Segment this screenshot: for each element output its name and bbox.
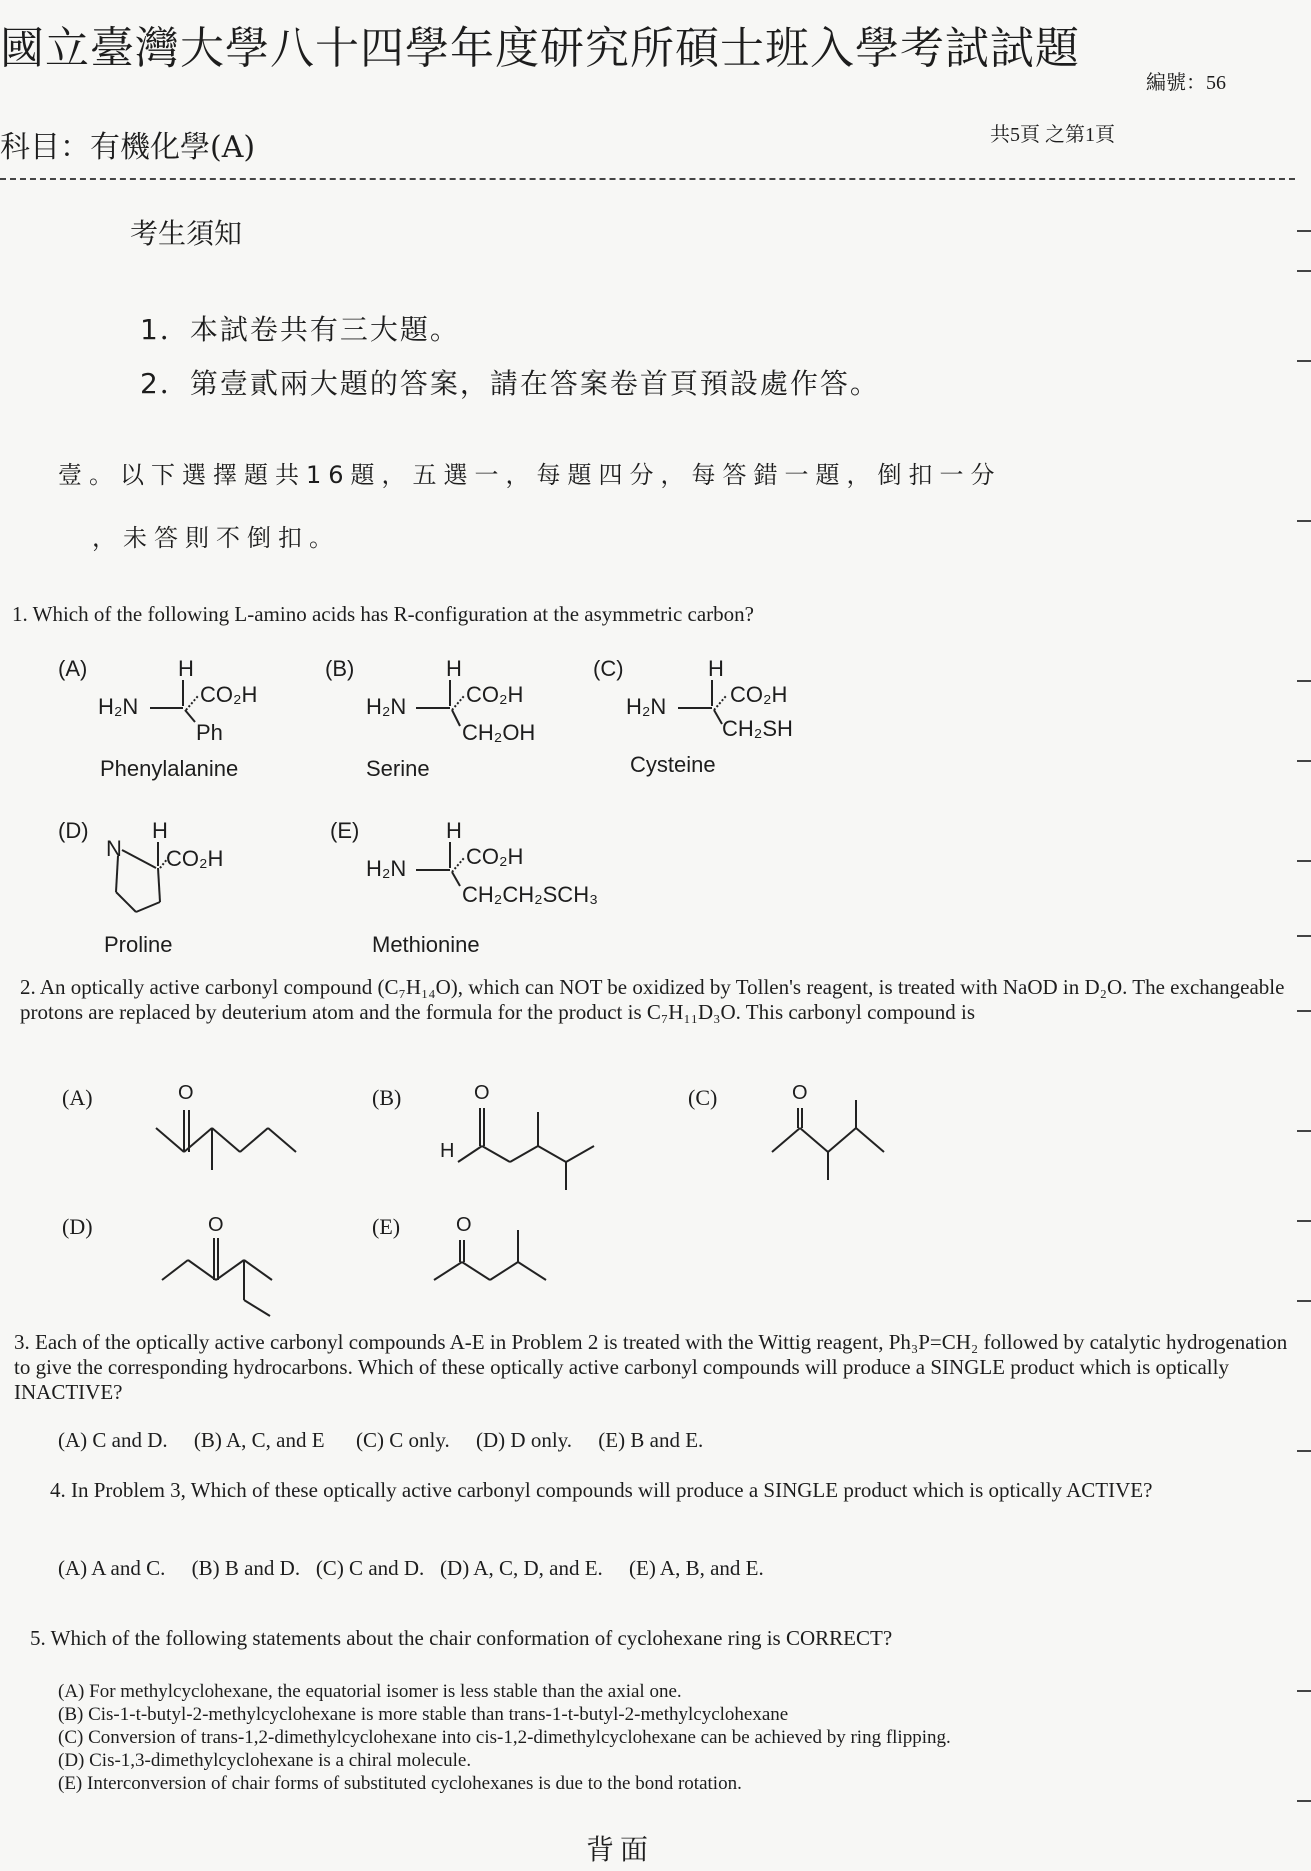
page-indicator: 共5頁 之第1頁 xyxy=(990,124,1115,146)
oxygen-atom: O xyxy=(456,1214,472,1236)
q1-c-left: H₂N xyxy=(626,694,667,719)
q1-d-top: H xyxy=(152,818,168,843)
q1-a-name: Phenylalanine xyxy=(100,756,239,781)
q1-a-top: H xyxy=(178,656,194,681)
section-instructions: 壹。以下選擇題共16題，五選一，每題四分，每答錯一題，倒扣一分 xyxy=(58,461,1002,489)
q1-a-right: CO₂H xyxy=(200,682,258,707)
q1-option-label: (A) xyxy=(58,656,88,681)
hydrogen-atom: H xyxy=(440,1140,455,1162)
q1-d-right: CO₂H xyxy=(166,846,224,871)
question-3-options: (A) C and D. (B) A, C, and E (C) C only. (D) D only. (E) B and E. xyxy=(58,1428,704,1452)
q5-option: (C) Conversion of trans-1,2-dimethylcyclohexane into cis-1,2-dimethylcyclohexane can be achieved by ring flipping. xyxy=(58,1727,951,1748)
q1-c-right: CO₂H xyxy=(730,682,788,707)
notice-item: 2．第壹貳兩大題的答案，請在答案卷首頁預設處作答。 xyxy=(140,367,880,400)
q2-option-label: (B) xyxy=(372,1085,402,1110)
q1-a-left: H₂N xyxy=(98,694,139,719)
q1-e-left: H₂N xyxy=(366,856,407,881)
question-1-text: 1. Which of the following L-amino acids has R-configuration at the asymmetric carbon? xyxy=(12,602,754,626)
section-instructions-cont: ，未答則不倒扣。 xyxy=(92,524,340,552)
q2-skeletal-structures xyxy=(0,1070,1000,1320)
question-5-text: 5. Which of the following statements about the chair conformation of cyclohexane ring is CORRECT? xyxy=(30,1626,893,1650)
question-5-options xyxy=(58,1680,1288,1795)
q1-option-label: (D) xyxy=(58,818,89,843)
oxygen-atom: O xyxy=(474,1082,490,1104)
q1-d-name: Proline xyxy=(104,932,173,957)
question-2-text: 2. An optically active carbonyl compound (C₇H₁₄O), which can NOT be oxidized by Tollen's reagent, is treated with NaOD in D₂O. The exchangeable protons are replaced by deuterium atom and the formula for the product is C₇H₁₁D₃O. This carbonyl compound is xyxy=(20,975,1285,1024)
q1-a-bottom: Ph xyxy=(196,720,223,745)
q1-b-right: CO₂H xyxy=(466,682,524,707)
q5-option: (B) Cis-1-t-butyl-2-methylcyclohexane is more stable than trans-1-t-butyl-2-methylcyclohexane xyxy=(58,1704,789,1725)
q1-structure-bonds xyxy=(0,640,900,970)
exam-title: 國立臺灣大學八十四學年度研究所碩士班入學考試試題 xyxy=(0,23,1080,74)
q1-c-bottom: CH₂SH xyxy=(722,716,793,741)
q1-b-top: H xyxy=(446,656,462,681)
q1-e-bottom: CH₂CH₂SCH₃ xyxy=(462,882,599,907)
question-4-options: (A) A and C. (B) B and D. (C) C and D. (D) A, C, D, and E. (E) A, B, and E. xyxy=(58,1556,764,1580)
q1-b-left: H₂N xyxy=(366,694,407,719)
oxygen-atom: O xyxy=(178,1082,194,1104)
subject-label: 科目：有機化學(A) xyxy=(0,130,256,165)
q5-option: (E) Interconversion of chair forms of substituted cyclohexanes is due to the bond rotation. xyxy=(58,1773,742,1794)
q5-option: (D) Cis-1,3-dimethylcyclohexane is a chiral molecule. xyxy=(58,1750,472,1771)
question-3-text: 3. Each of the optically active carbonyl compounds A-E in Problem 2 is treated with the Wittig reagent, Ph₃P=CH₂ followed by catalytic hydrogenation to give the corresponding hydrocarbons. Which of these optically active carbonyl compounds will produce a SINGLE product which is optically INACTIVE? xyxy=(14,1330,1288,1404)
q1-option-label: (C) xyxy=(593,656,624,681)
q5-option: (A) For methylcyclohexane, the equatorial isomer is less stable than the axial one. xyxy=(58,1681,682,1702)
q2-option-label: (C) xyxy=(688,1085,718,1110)
q1-option-label: (B) xyxy=(325,656,355,681)
q1-e-name: Methionine xyxy=(372,932,480,957)
q2-option-label: (E) xyxy=(372,1214,401,1239)
q2-option-label: (A) xyxy=(62,1085,93,1110)
q1-option-label: (E) xyxy=(330,818,360,843)
q1-e-top: H xyxy=(446,818,462,843)
header-divider xyxy=(0,178,1295,180)
notice-item: 1．本試卷共有三大題。 xyxy=(140,313,460,346)
oxygen-atom: O xyxy=(208,1214,224,1236)
question-4-text: 4. In Problem 3, Which of these optically active carbonyl compounds will produce a SINGLE product which is optically ACTIVE? xyxy=(50,1478,1153,1502)
exam-code: 編號：56 xyxy=(1146,72,1226,94)
q1-c-name: Cysteine xyxy=(630,752,716,777)
oxygen-atom: O xyxy=(792,1082,808,1104)
notice-title: 考生須知 xyxy=(130,217,243,250)
q1-b-name: Serine xyxy=(366,756,430,781)
q1-c-top: H xyxy=(708,656,724,681)
q2-option-label: (D) xyxy=(62,1214,93,1239)
footer-turn-over: 背面 xyxy=(586,1833,655,1866)
q1-d-left: N xyxy=(106,836,122,861)
q1-e-right: CO₂H xyxy=(466,844,524,869)
q1-b-bottom: CH₂OH xyxy=(462,720,536,745)
